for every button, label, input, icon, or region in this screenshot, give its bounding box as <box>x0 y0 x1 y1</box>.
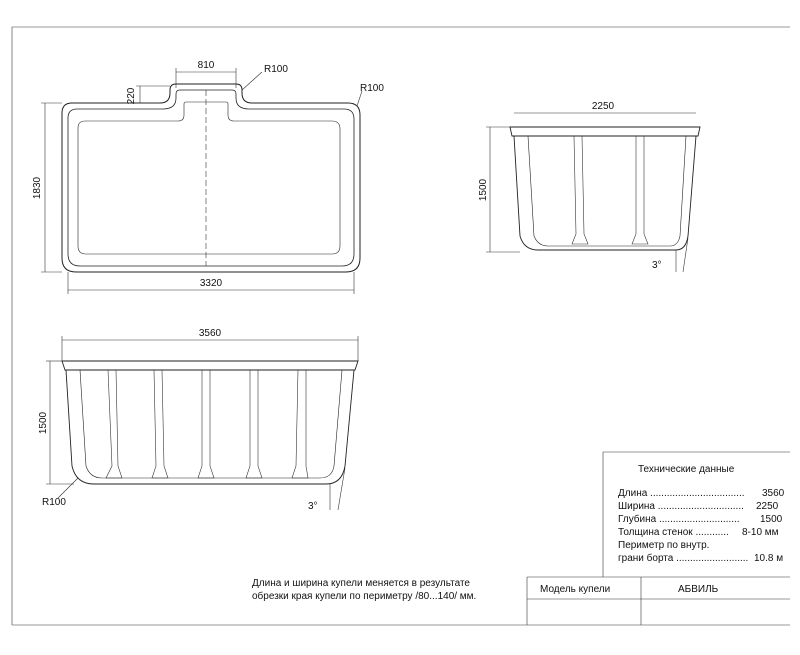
spec-row-2-value: 1500 <box>760 514 783 525</box>
note-line1: Длина и ширина купели меняется в результате <box>252 578 470 589</box>
note-line2: обрезки края купели по периметру /80...140/ мм. <box>252 591 477 602</box>
spec-perimeter-line1: Периметр по внутр. <box>618 540 710 551</box>
dim-plan-width: 3320 <box>199 278 223 289</box>
spec-title: Технические данные <box>638 464 735 475</box>
dim-top-width: 810 <box>197 60 215 71</box>
title-block <box>527 577 790 625</box>
spec-row-3-label: Толщина стенок ............ <box>618 527 729 538</box>
dim-radius-small: R100 <box>264 64 288 75</box>
dim-radius-corner: R100 <box>360 83 384 94</box>
spec-row-3-value: 8-10 мм <box>742 527 779 538</box>
model-label: Модель купели <box>540 584 611 595</box>
spec-box <box>603 452 790 577</box>
side-view <box>478 101 700 272</box>
spec-perimeter-value: 10.8 м <box>754 553 784 564</box>
spec-row-0-value: 3560 <box>762 488 785 499</box>
dim-front-width: 3560 <box>198 328 222 339</box>
spec-row-1-value: 2250 <box>756 501 779 512</box>
dim-side-height: 1500 <box>478 178 489 202</box>
plan-view <box>32 60 384 294</box>
dim-side-width: 2250 <box>591 101 615 112</box>
front-view <box>38 328 358 512</box>
dim-front-height: 1500 <box>38 411 49 435</box>
dim-side-angle: 3° <box>652 260 662 271</box>
dim-front-radius: R100 <box>42 497 66 508</box>
dim-plan-height: 1830 <box>32 176 43 200</box>
spec-perimeter-line2: грани борта .......................... <box>618 553 749 564</box>
model-name: АБВИЛЬ <box>678 584 719 595</box>
spec-row-2-label: Глубина ............................. <box>618 514 740 525</box>
dim-front-angle: 3° <box>308 501 318 512</box>
spec-row-0-label: Длина .................................. <box>618 488 745 499</box>
dim-top-height: 220 <box>126 87 137 105</box>
spec-row-1-label: Ширина ............................... <box>618 501 744 512</box>
